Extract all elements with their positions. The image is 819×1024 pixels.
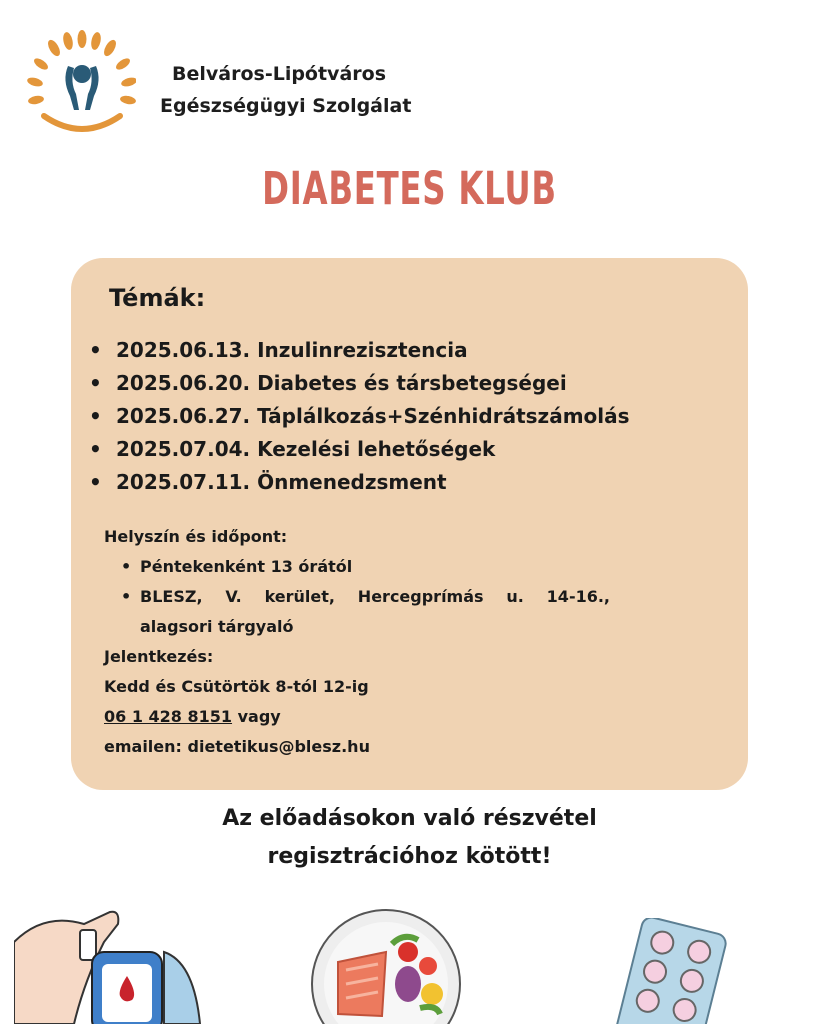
topics-heading: Témák: bbox=[109, 284, 206, 312]
topic-item: • 2025.07.11. Önmenedzsment bbox=[86, 466, 630, 499]
laurel-person-logo bbox=[24, 30, 136, 138]
topic-item: • 2025.06.27. Táplálkozás+Szénhidrátszámolás bbox=[86, 400, 630, 433]
org-line-1: Belváros-Lipótváros bbox=[172, 63, 387, 85]
note-line-1: Az előadásokon való részvétel bbox=[222, 806, 597, 831]
address-line-2: alagsori tárgyaló bbox=[140, 617, 294, 636]
address-line-1: • BLESZ, V. kerület, Hercegprímás u. 14-16., bbox=[140, 587, 610, 606]
location-list bbox=[104, 552, 610, 642]
glucose-meter-icon bbox=[14, 902, 204, 1024]
topics-list bbox=[86, 334, 630, 499]
details-block bbox=[104, 522, 610, 762]
topic-item: • 2025.06.20. Diabetes és társbetegségei bbox=[86, 367, 630, 400]
registration-hours: Kedd és Csütörtök 8-tól 12-ig bbox=[104, 677, 369, 696]
topic-item: • 2025.06.13. Inzulinrezisztencia bbox=[86, 334, 630, 367]
address-item bbox=[104, 582, 610, 642]
topic-item: • 2025.07.04. Kezelési lehetőségek bbox=[86, 433, 630, 466]
time-item: • Péntekenként 13 órától bbox=[104, 552, 610, 582]
phone-line bbox=[104, 702, 610, 732]
registration-note bbox=[0, 800, 819, 876]
email-line[interactable]: emailen: dietetikus@blesz.hu bbox=[104, 737, 370, 756]
registration-heading: Jelentkezés: bbox=[104, 647, 214, 666]
organization-name bbox=[160, 58, 411, 122]
phone-link[interactable]: 06 1 428 8151 bbox=[104, 707, 233, 726]
phone-suffix: vagy bbox=[232, 707, 281, 726]
location-heading: Helyszín és időpont: bbox=[104, 527, 288, 546]
page-title: DIABETES KLUB bbox=[262, 162, 557, 215]
pill-blister-icon bbox=[612, 918, 732, 1024]
note-line-2: regisztrációhoz kötött! bbox=[267, 844, 552, 869]
salmon-salad-plate-icon bbox=[308, 904, 464, 1024]
org-line-2: Egészségügyi Szolgálat bbox=[160, 95, 412, 117]
